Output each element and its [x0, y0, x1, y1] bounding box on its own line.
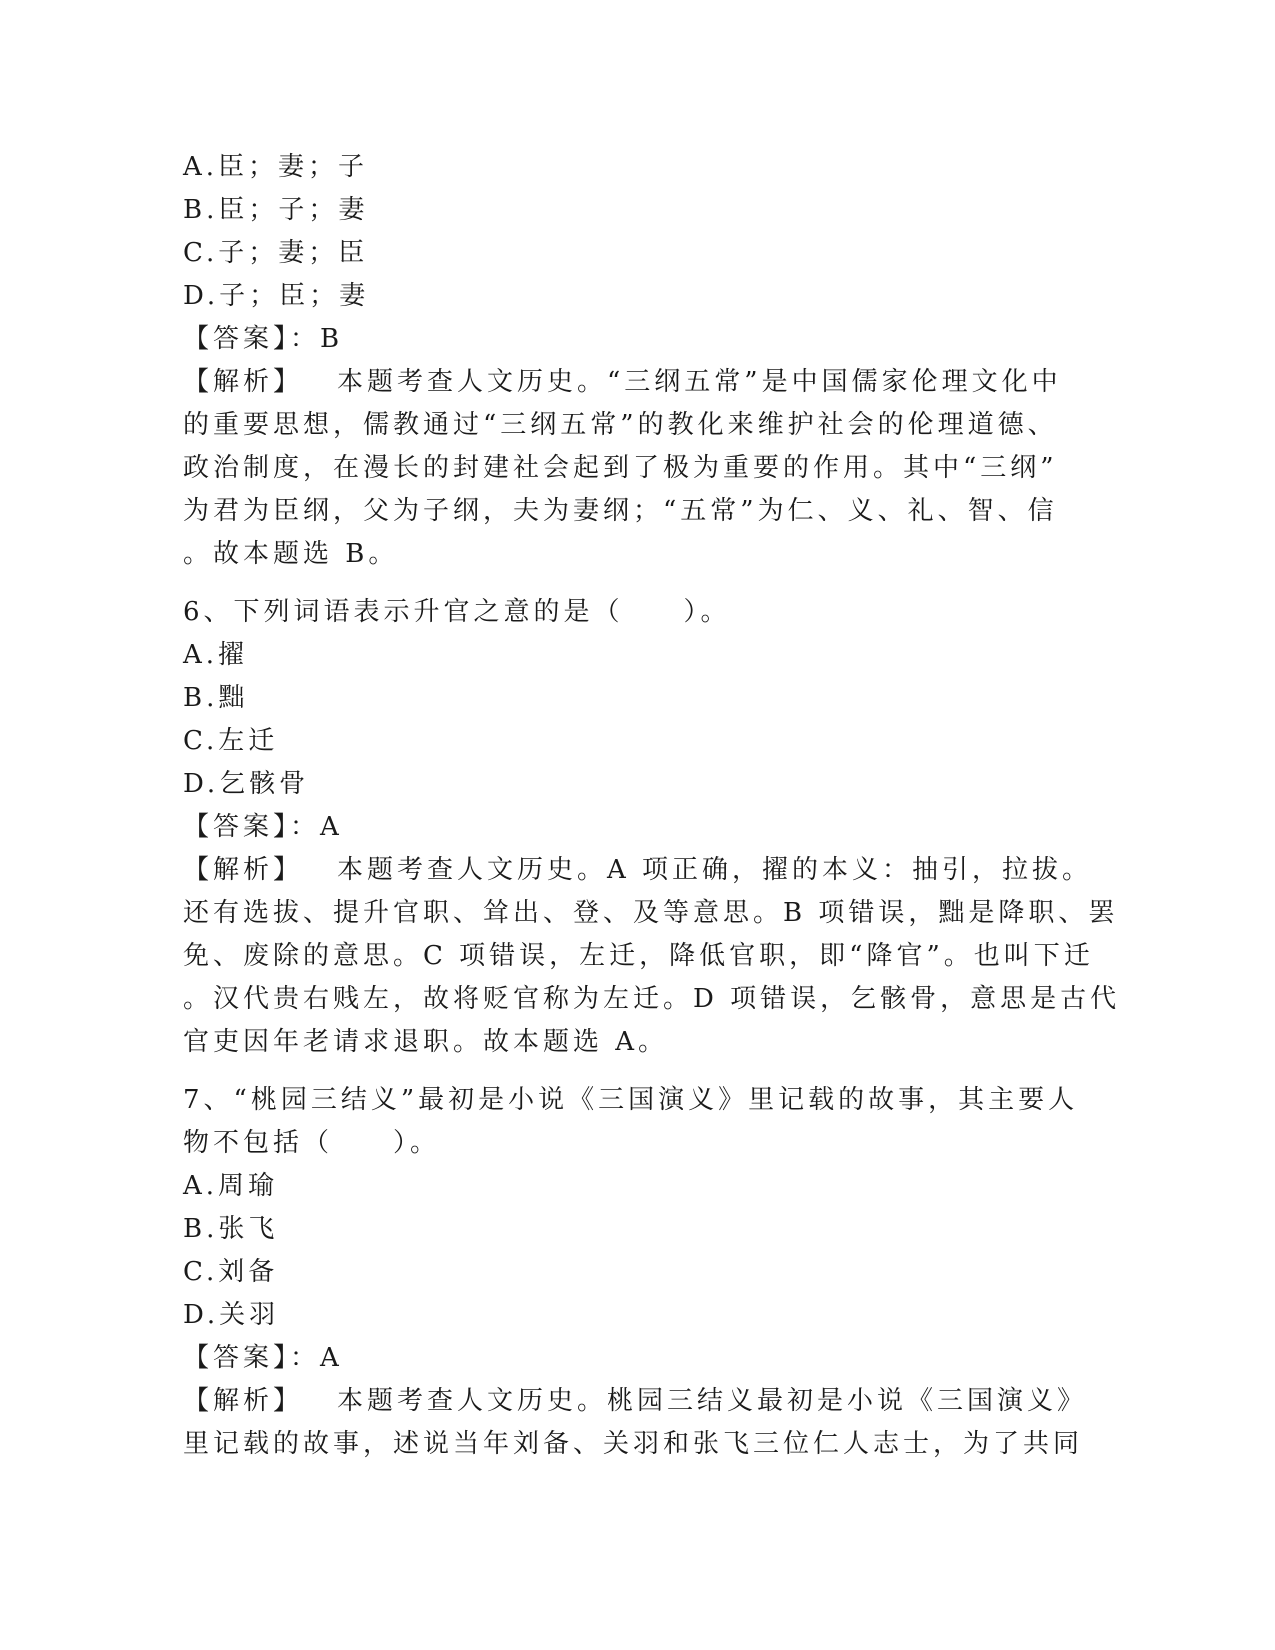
option-c: C.刘备 [183, 1257, 279, 1287]
analysis-line: 为君为臣纲，父为子纲，夫为妻纲；“五常”为仁、义、礼、智、信 [183, 496, 1058, 526]
analysis-label: 【解析】 [183, 367, 304, 397]
question-6-answer [183, 806, 1083, 849]
answer-label: 【答案】： [183, 1343, 321, 1373]
option-a: A.周瑜 [183, 1171, 279, 1201]
answer-value: A [320, 812, 343, 842]
option-c: C.左迁 [183, 726, 279, 756]
option-d: D.关羽 [183, 1300, 280, 1330]
question-line: 7、“桃园三结义”最初是小说《三国演义》里记载的故事，其主要人 [183, 1085, 1079, 1115]
option-b: B.臣；子；妻 [183, 195, 369, 225]
analysis-line: 还有选拔、提升官职、耸出、登、及等意思。B 项错误，黜是降职、罢 [183, 898, 1119, 928]
answer-label: 【答案】： [183, 324, 321, 354]
analysis-line [183, 849, 1093, 892]
question-5-analysis [183, 361, 1083, 576]
analysis-line: 的重要思想，儒教通过“三纲五常”的教化来维护社会的伦理道德、 [183, 410, 1058, 440]
analysis-text: 本题考查人文历史。A 项正确，擢的本义：抽引，拉拔。 [337, 855, 1093, 885]
question-7-answer [183, 1337, 1083, 1380]
question-6-analysis [183, 849, 1121, 1064]
question-6-options [183, 634, 1083, 806]
analysis-line [183, 1380, 1088, 1423]
analysis-text: 本题考查人文历史。“三纲五常”是中国儒家伦理文化中 [337, 367, 1062, 397]
analysis-line: 免、废除的意思。C 项错误，左迁，降低官职，即“降官”。也叫下迁 [183, 941, 1094, 971]
option-a: A.擢 [183, 640, 249, 670]
option-c: C.子；妻；臣 [183, 238, 369, 268]
analysis-line: 里记载的故事，述说当年刘备、关羽和张飞三位仁人志士，为了共同 [183, 1429, 1084, 1459]
analysis-line [183, 361, 1083, 404]
question-6-stem: 6、下列词语表示升官之意的是（ ）。 [183, 597, 731, 627]
analysis-text: 本题考查人文历史。桃园三结义最初是小说《三国演义》 [337, 1386, 1088, 1416]
option-b: B.张飞 [183, 1214, 279, 1244]
option-d: D.乞骸骨 [183, 769, 310, 799]
answer-value: A [320, 1343, 343, 1373]
analysis-line: 官吏因年老请求退职。故本题选 A。 [183, 1027, 669, 1057]
document-page [183, 146, 1121, 1466]
question-7-analysis [183, 1380, 1088, 1466]
analysis-label: 【解析】 [183, 1386, 304, 1416]
answer-value: B [320, 324, 344, 354]
option-b: B.黜 [183, 683, 249, 713]
option-d: D.子；臣；妻 [183, 281, 370, 311]
question-7-options [183, 1165, 1083, 1337]
analysis-line: 。故本题选 B。 [183, 539, 399, 569]
answer-label: 【答案】： [183, 812, 321, 842]
analysis-label: 【解析】 [183, 855, 304, 885]
analysis-line: 政治制度，在漫长的封建社会起到了极为重要的作用。其中“三纲” [183, 453, 1058, 483]
question-line: 物不包括（ ）。 [183, 1128, 441, 1158]
question-5-options [183, 146, 1083, 318]
option-a: A.臣；妻；子 [183, 152, 369, 182]
question-7-stem [183, 1079, 1083, 1165]
question-5-answer [183, 318, 1083, 361]
analysis-line: 。汉代贵右贱左，故将贬官称为左迁。D 项错误，乞骸骨，意思是古代 [183, 984, 1121, 1014]
